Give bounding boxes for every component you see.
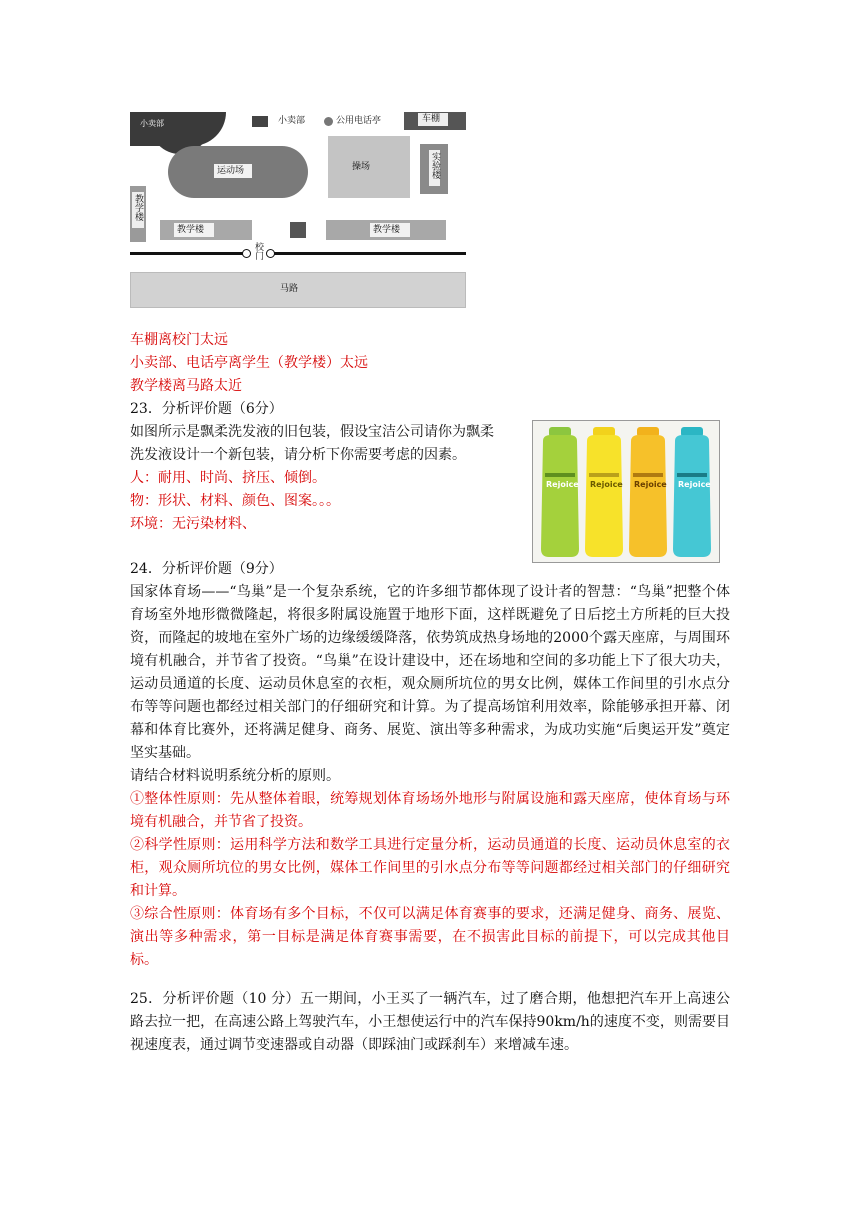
shampoo-bottles-svg — [533, 421, 719, 562]
q24-body: 国家体育场——“鸟巢”是一个复杂系统，它的许多细节都体现了设计者的智慧：“鸟巢”把整个体育场室外地形微微隆起，将很多附属设施置于地形下面，这样既避免了日后挖土方所耗的巨大投资，而隆起的坡地在室外广场的边缘缓缓降落，依势筑成热身场地的2000个露天座席，与周围环境有机融合，并节省了投资。“鸟巢”在设计建设中，还在场地和空间的多功能上下了很大功夫，运动员通道的长度、运动员休息室的衣柜，观众厕所坑位的男女比例，媒体工作间里的引水点分布等等问题也都经过相关部门的仔细研究和计算。为了提高场馆利用效率，除能够承担开幕、闭幕和体育比赛外，还将满足健身、商务、展览、演出等多种需求，为成功实施“后奥运开发”奠定坚实基础。 — [130, 584, 730, 761]
gate-post-right — [266, 249, 275, 258]
map-label-shed: 车棚 — [422, 114, 441, 124]
map-label-road: 马路 — [280, 284, 299, 294]
q24-answer-1: ①整体性原则：先从整体着眼，统筹规划体育场场外地形与附属设施和露天座席，使体育场与环境有机融合，并节省了投资。 — [130, 791, 730, 830]
answer-22-line-3: 教学楼离马路太近 — [130, 378, 242, 394]
bottle-brand-2: Rejoice — [590, 480, 623, 489]
q24-prompt: 请结合材料说明系统分析的原则。 — [130, 768, 340, 784]
gate-post-left — [242, 249, 251, 258]
map-label-teach-right: 教学楼 — [373, 225, 401, 235]
wall-left — [130, 252, 244, 255]
bottle-brand-3: Rejoice — [634, 480, 667, 489]
q24-title: 24．分析评价题（9分） — [130, 561, 283, 577]
q23-answer-3: 环境：无污染材料、 — [130, 516, 256, 532]
q23-title: 23．分析评价题（6分） — [130, 401, 283, 417]
map-label-caochang: 操场 — [352, 162, 371, 172]
bottle-orange — [629, 427, 667, 557]
map-label-lab: 实验楼 — [430, 152, 440, 179]
campus-map — [130, 112, 466, 308]
shampoo-bottles-image — [532, 420, 720, 563]
map-label-shop-left: 小卖部 — [140, 119, 164, 128]
map-label-teach-left: 教学楼 — [133, 194, 143, 221]
map-label-teach-mid: 教学楼 — [177, 225, 205, 235]
map-label-gate: 校门 — [253, 242, 263, 260]
answer-22-line-1: 车棚离校门太远 — [130, 332, 228, 348]
bottle-brand-1: Rejoice — [546, 480, 579, 489]
phone-legend-dot — [324, 117, 333, 126]
q24-answer-2: ②科学性原则：运用科学方法和数学工具进行定量分析，运动员通道的长度、运动员休息室的衣柜，观众厕所坑位的男女比例，媒体工作间里的引水点分布等等问题都经过相关部门的仔细研究和计算。 — [130, 837, 730, 899]
answer-22-line-2: 小卖部、电话亭离学生（教学楼）太远 — [130, 355, 368, 371]
q23-text-1: 如图所示是飘柔洗发液的旧包装，假设宝洁公司请你为飘柔 — [130, 424, 494, 440]
q23-answer-2: 物：形状、材料、颜色、图案。。。 — [130, 493, 340, 509]
q23-answer-1: 人：耐用、时尚、挤压、倾倒。 — [130, 470, 326, 486]
q25-text: 25．分析评价题（10 分）五一期间，小王买了一辆汽车，过了磨合期，他想把汽车开上高速公路去拉一把，在高速公路上驾驶汽车，小王想使运行中的汽车保持90km/h的速度不变，则需要目视速度表，通过调节变速器或自动器（即踩油门或踩刹车）来增减车速。 — [130, 991, 730, 1053]
q24-section — [130, 581, 730, 972]
bottle-green — [541, 427, 579, 557]
shop-square-gate — [290, 222, 306, 238]
wall-right — [270, 252, 466, 255]
map-label-sports: 运动场 — [217, 166, 245, 176]
bottle-yellow — [585, 427, 623, 557]
q25-section — [130, 988, 730, 1057]
bottle-brand-4: Rejoice — [678, 480, 711, 489]
shop-legend-square — [252, 116, 268, 127]
q23-text-2: 洗发液设计一个新包装，请分析下你需要考虑的因素。 — [130, 447, 466, 463]
map-label-phone: 公用电话亭 — [336, 116, 382, 126]
bottle-teal — [673, 427, 711, 557]
map-label-shop: 小卖部 — [278, 116, 306, 126]
q24-answer-3: ③综合性原则：体育场有多个目标，不仅可以满足体育赛事的要求，还满足健身、商务、展览、演出等多种需求，第一目标是满足体育赛事需要，在不损害此目标的前提下，可以完成其他目标。 — [130, 906, 730, 968]
